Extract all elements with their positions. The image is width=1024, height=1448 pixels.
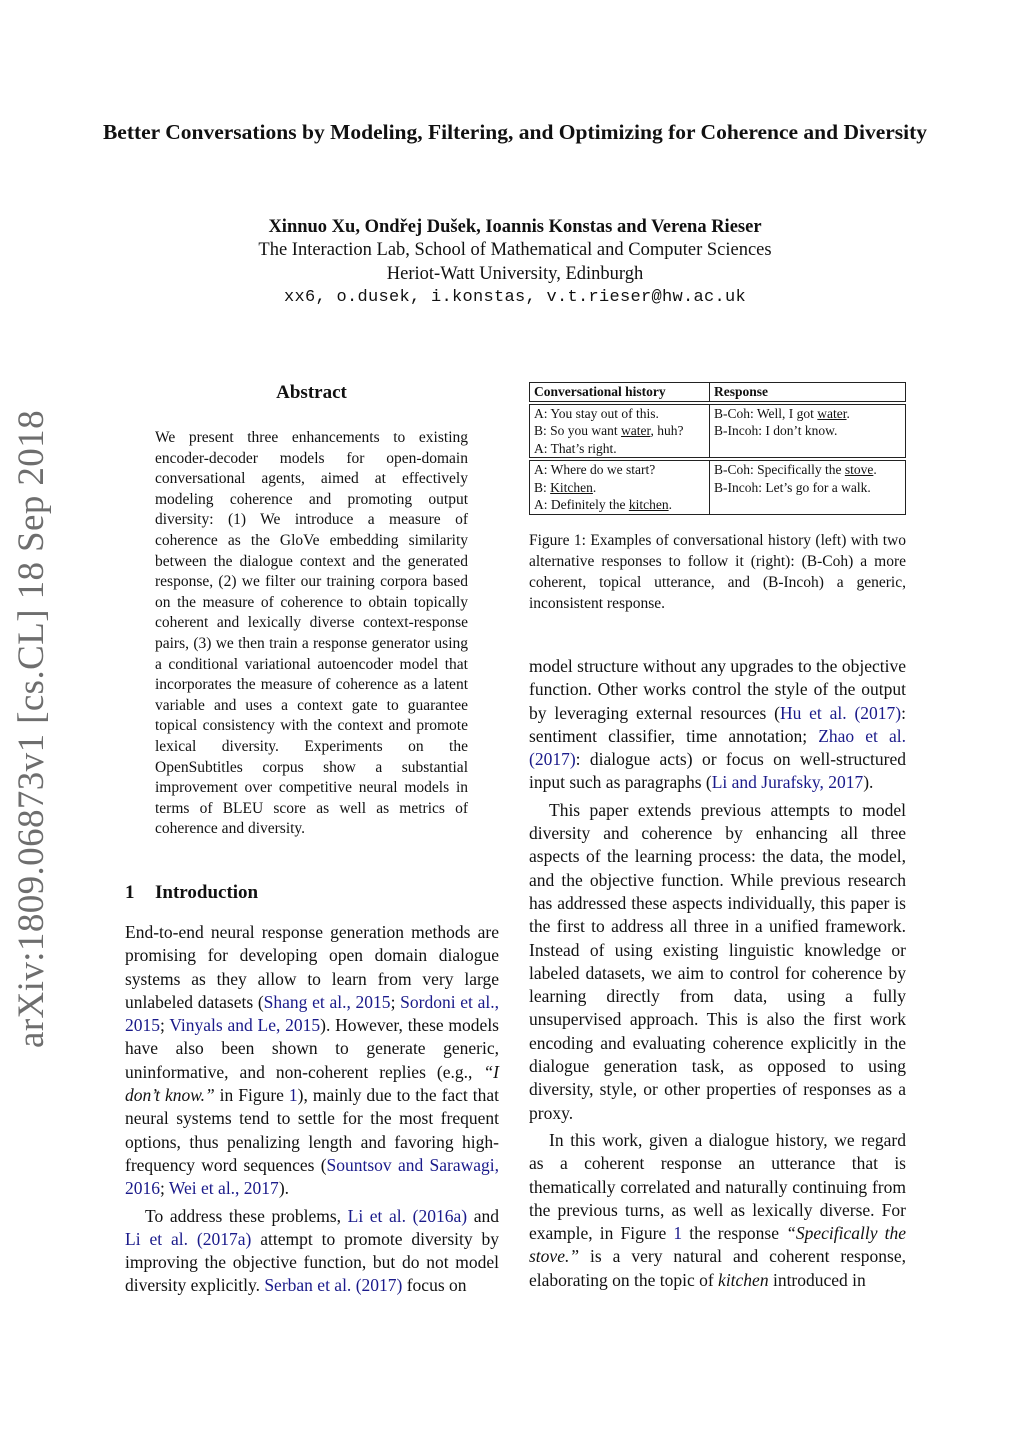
citation-link[interactable]: Li and Jurafsky, 2017 xyxy=(711,772,864,793)
arxiv-stamp: arXiv:1809.06873v1 [cs.CL] 18 Sep 2018 xyxy=(11,410,52,1048)
figure-1-caption: Figure 1: Examples of conversational history (left) with two alternative responses to follow it (right): (B-Coh) a more coherent, topical utterance, and (B-Incoh) a generic, inconsistent response. xyxy=(529,532,906,612)
figure-ref-link[interactable]: 1 xyxy=(288,1085,298,1106)
citation-link[interactable]: Wei et al., 2017 xyxy=(168,1178,279,1199)
intro-paragraph-2: To address these problems, Li et al. (2016a) and Li et al. (2017a) attempt to promote diversity by improving the objective function, but do not model diversity explicitly. Serban et al. (2017) focus on xyxy=(125,1205,500,1296)
header-history: Conversational history xyxy=(530,383,710,401)
example-1-responses: B-Coh: Well, I got water. B-Incoh: I don’t know. xyxy=(714,405,850,438)
right-paragraph-2: This paper extends previous attempts to model diversity and coherence by enhancing all three aspects of the learning process: the data, the model, and the objective function. While previous research has addressed these aspects individually, this paper is the first to address all three in a unified framework. Instead of using existing linguistic knowledge or labeled datasets, we aim to control for coherence by learning directly from data, using a fully unsupervised approach. This is also the first work encoding and evaluating coherence explicitly in the dialogue generation task, as opposed to using diversity, style, or other properties of responses as a proxy. xyxy=(529,799,906,1123)
paper-title: Better Conversations by Modeling, Filtering, and Optimizing for Coherence and Diversity xyxy=(102,120,928,144)
citation-link[interactable]: Serban et al. xyxy=(264,1275,352,1296)
citation-link[interactable]: Hu et al. xyxy=(779,702,847,723)
citation-link[interactable]: Shang et al., 2015 xyxy=(263,991,391,1012)
section-title: Introduction xyxy=(155,882,259,903)
affiliation-block xyxy=(100,238,930,310)
abstract-body xyxy=(155,428,468,840)
section-number: 1 xyxy=(125,882,135,903)
citation-year-link[interactable]: (2017) xyxy=(854,702,902,723)
citation-link[interactable]: Li et al. xyxy=(125,1228,188,1249)
example-2-responses: B-Coh: Specifically the stove. B-Incoh: Let’s go for a walk. xyxy=(714,462,877,495)
right-paragraph-3: In this work, given a dialogue history, we regard as a coherent response an utterance that is thematically correlated and naturally continuing from the previous turns, as well as lexically diverse. For example, in Figure 1 the response “Specifically the stove.” is a very natural and coherent response, elaborating on the topic of kitchen introduced in xyxy=(529,1129,906,1290)
figure-ref-link[interactable]: 1 xyxy=(673,1223,683,1244)
left-column-text xyxy=(125,921,499,1298)
citation-year-link[interactable]: (2017) xyxy=(355,1275,403,1296)
citation-year-link[interactable]: (2016a) xyxy=(412,1205,468,1226)
affiliation-university: Heriot-Watt University, Edinburgh xyxy=(386,264,644,284)
right-paragraph-1: model structure without any upgrades to the objective function. Other works control the style of the output by leveraging external resources (Hu et al. (2017): sentiment classifier, time annotation; Zhao et al. (2017): dialogue acts) or focus on well-structured input such as paragraphs (Li and Jurafsky, 2017). xyxy=(529,656,907,793)
abstract-heading: Abstract xyxy=(276,382,347,403)
citation-link[interactable]: Sordoni et al., 2015 xyxy=(125,991,499,1036)
citation-year-link[interactable]: (2017a) xyxy=(196,1228,252,1249)
citation-link[interactable]: Vinyals and Le, 2015 xyxy=(169,1015,321,1036)
abstract-text: We present three enhancements to existing encoder-decoder models for open-domain conversational agents, aimed at effectively modeling coherence and promoting output diversity: (1) We introduce a measure of coherence as the GloVe embedding similarity between the dialogue context and the generated response, (2) we filter our training corpora based on the measure of coherence to obtain topically coherent and lexically diverse context-response pairs, (3) we then train a response generator using a conditional variational autoencoder model that incorporates the measure of coherence as a latent variable and uses a context gate to guarantee topical consistency with the context and promote lexical diversity. Experiments on the OpenSubtitles corpus show a substantial improvement over competitive neural models in terms of BLEU score as well as metrics of coherence and diversity. xyxy=(155,429,468,838)
example-2-history: A: Where do we start? B: Kitchen. A: Definitely the kitchen. xyxy=(530,461,710,514)
figure-example-1 xyxy=(529,404,906,459)
example-1-history: A: You stay out of this. B: So you want water, huh? A: That’s right. xyxy=(530,405,710,458)
affiliation-lab: The Interaction Lab, School of Mathematical and Computer Sciences xyxy=(258,240,772,260)
citation-link[interactable]: Li et al. xyxy=(347,1205,407,1226)
section-heading-introduction xyxy=(125,882,258,904)
figure-table-header xyxy=(529,382,906,402)
author-list: Xinnuo Xu, Ondřej Dušek, Ioannis Konstas and Verena Rieser xyxy=(268,217,762,237)
figure-1-table xyxy=(529,382,906,517)
citation-link[interactable]: Sountsov and Sarawagi, 2016 xyxy=(125,1154,499,1199)
figure-example-2 xyxy=(529,460,906,515)
author-emails: xx6, o.dusek, i.konstas, v.t.rieser@hw.ac.uk xyxy=(283,288,747,307)
citation-year-link[interactable]: (2017) xyxy=(529,749,576,770)
citation-link[interactable]: Zhao et al. xyxy=(818,725,907,746)
intro-paragraph-1: End-to-end neural response generation methods are promising for developing open domain dialogue systems as they allow to learn from very large unlabeled datasets (Shang et al., 2015; Sordoni et al., 2015; Vinyals and Le, 2015). However, these models have also been shown to generate generic, uninformative, and non-coherent replies (e.g., “I don’t know.” in Figure 1), mainly due to the fact that neural systems tend to settle for the most frequent options, thus penalizing length and favoring high-frequency word sequences (Sountsov and Sarawagi, 2016; Wei et al., 2017). xyxy=(125,922,499,1199)
right-column-text xyxy=(529,655,906,1292)
header-response: Response xyxy=(714,384,769,399)
